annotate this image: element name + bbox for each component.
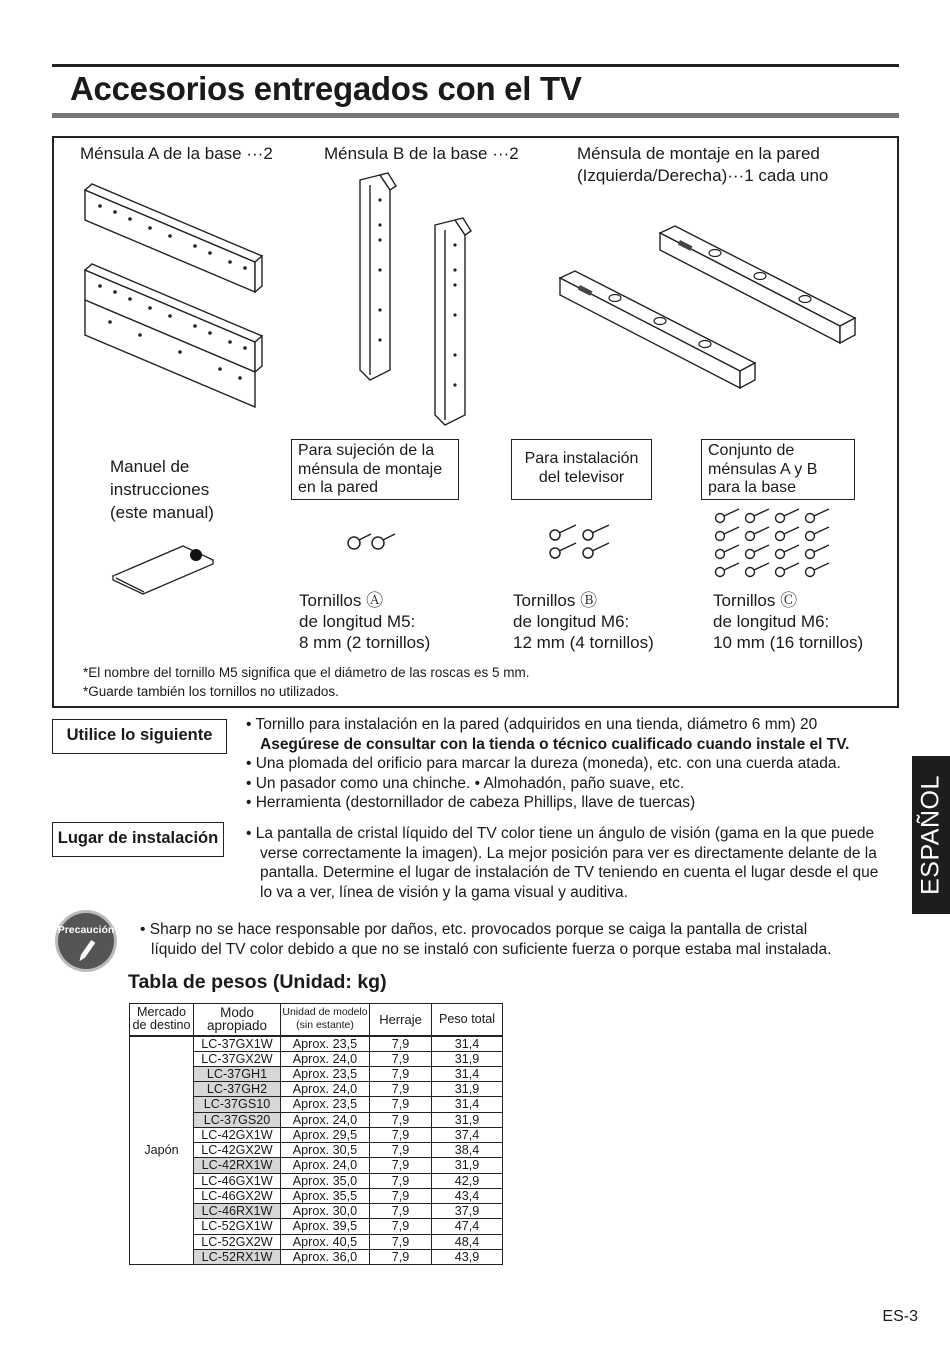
total-cell: 37,4 (432, 1127, 503, 1142)
weights-table-body (130, 1036, 503, 1265)
total-cell: 47,4 (432, 1219, 503, 1234)
col-total: Peso total (432, 1004, 503, 1036)
total-cell: 43,4 (432, 1188, 503, 1203)
total-cell: 31,4 (432, 1036, 503, 1052)
language-tab (912, 756, 950, 914)
bracket-cell: 7,9 (370, 1219, 432, 1234)
unit-cell: Aprox. 24,0 (281, 1112, 370, 1127)
col-bracket: Herraje (370, 1004, 432, 1036)
screw-b-purpose-box (511, 439, 652, 500)
bracket-cell: 7,9 (370, 1112, 432, 1127)
screws-a-label (299, 590, 430, 653)
screw-a-purpose-box (291, 439, 459, 500)
col-model-l2: apropiado (206, 1018, 268, 1034)
page-number: ES-3 (882, 1308, 918, 1325)
use-following-warning: Asegúrese de consultar con la tienda o técnico cualificado cuando instale el TV. (260, 735, 850, 753)
screw-c-purpose-box (701, 439, 855, 500)
total-cell: 31,4 (432, 1066, 503, 1081)
manual-label-2: instrucciones (110, 480, 210, 499)
model-cell: LC-46GX2W (194, 1188, 281, 1203)
bracket-b-label: Ménsula B de la base ···2 (324, 144, 519, 163)
manual-label-3: (este manual) (110, 503, 214, 522)
screw-c-purpose-line: Conjunto de (708, 442, 795, 459)
screw-b-purpose-line: Para instalación (524, 450, 639, 467)
bracket-cell: 7,9 (370, 1143, 432, 1158)
model-cell: LC-42RX1W (194, 1158, 281, 1173)
bracket-cell: 7,9 (370, 1036, 432, 1052)
col-model (194, 1004, 281, 1036)
title-rule-bottom (52, 113, 899, 118)
model-cell: LC-37GX2W (194, 1051, 281, 1066)
screw-c-purpose-line: para la base (708, 479, 797, 496)
use-following-item: • Herramienta (destornillador de cabeza Phillips, llave de tuercas) (246, 794, 696, 811)
col-unit-l1: Unidad de modelo (282, 1006, 368, 1019)
bracket-a-illustration (80, 182, 265, 417)
screws-a-line: Tornillos Ⓐ (299, 591, 384, 610)
weights-title: Tabla de pesos (Unidad: kg) (128, 971, 387, 993)
caution-text (140, 920, 831, 959)
model-cell: LC-52GX1W (194, 1219, 281, 1234)
unit-cell: Aprox. 30,5 (281, 1143, 370, 1158)
model-cell: LC-42GX1W (194, 1127, 281, 1142)
weights-table (129, 1003, 503, 1265)
unit-cell: Aprox. 36,0 (281, 1249, 370, 1264)
col-market-l2: de destino (132, 1018, 191, 1033)
use-following-list (246, 715, 849, 813)
model-cell: LC-46GX1W (194, 1173, 281, 1188)
screws-c-illustration (712, 504, 842, 580)
bracket-cell: 7,9 (370, 1051, 432, 1066)
bracket-b-illustration (340, 170, 475, 430)
screws-c-line: de longitud M6: (713, 612, 830, 631)
total-cell: 31,4 (432, 1097, 503, 1112)
screw-c-purpose-line: ménsulas A y B (708, 460, 818, 478)
use-following-heading: Utilice lo siguiente (52, 719, 227, 754)
install-place-line: verse correctamente la imagen). La mejor posición para ver es directamente delante de la (260, 844, 877, 862)
screw-b-purpose-line: del televisor (538, 468, 625, 486)
bracket-cell: 7,9 (370, 1234, 432, 1249)
install-place-line: • La pantalla de cristal líquido del TV color tiene un ángulo de visión (gama en la que puede (246, 825, 875, 842)
screws-c-line: 10 mm (16 tornillos) (713, 633, 864, 652)
caution-badge-label: Precaución (57, 924, 115, 936)
screw-a-purpose-line: en la pared (298, 479, 379, 496)
table-row (130, 1036, 503, 1052)
model-cell: LC-37GS10 (194, 1097, 281, 1112)
bracket-cell: 7,9 (370, 1249, 432, 1264)
wall-bracket-illustration (555, 218, 865, 393)
unit-cell: Aprox. 24,0 (281, 1082, 370, 1097)
screws-c-label (713, 590, 863, 653)
unit-cell: Aprox. 23,5 (281, 1066, 370, 1081)
screws-b-line: 12 mm (4 tornillos) (513, 633, 654, 652)
model-cell: LC-52RX1W (194, 1249, 281, 1264)
bracket-cell: 7,9 (370, 1066, 432, 1081)
screws-b-label (513, 590, 654, 653)
use-following-item: • Tornillo para instalación en la pared (adquiridos en una tienda, diámetro 6 mm) 20 (246, 716, 818, 733)
total-cell: 31,9 (432, 1051, 503, 1066)
install-place-heading: Lugar de instalación (52, 822, 224, 857)
total-cell: 38,4 (432, 1143, 503, 1158)
unit-cell: Aprox. 23,5 (281, 1036, 370, 1052)
bracket-a-label: Ménsula A de la base ···2 (80, 144, 273, 163)
model-cell: LC-37GS20 (194, 1112, 281, 1127)
total-cell: 37,9 (432, 1204, 503, 1219)
install-place-text (246, 824, 878, 902)
unit-cell: Aprox. 29,5 (281, 1127, 370, 1142)
col-model-l1: Modo (220, 1005, 254, 1021)
unit-cell: Aprox. 23,5 (281, 1097, 370, 1112)
model-cell: LC-37GH2 (194, 1082, 281, 1097)
screw-a-purpose-line: Para sujeción de la (298, 442, 435, 459)
unit-cell: Aprox. 35,5 (281, 1188, 370, 1203)
screws-c-line: Tornillos Ⓒ (713, 591, 798, 610)
screws-b-line: de longitud M6: (513, 612, 630, 631)
screws-a-line: de longitud M5: (299, 612, 416, 631)
screws-b-illustration (546, 521, 616, 561)
title-rule-top (52, 64, 899, 67)
total-cell: 42,9 (432, 1173, 503, 1188)
model-cell: LC-46RX1W (194, 1204, 281, 1219)
col-market-l1: Mercado (137, 1005, 186, 1020)
footnote-keep-screws: *Guarde también los tornillos no utilizados. (83, 684, 339, 699)
total-cell: 43,9 (432, 1249, 503, 1264)
use-following-item: • Un pasador como una chinche. • Almohadón, paño suave, etc. (246, 774, 685, 792)
bracket-cell: 7,9 (370, 1082, 432, 1097)
caution-badge (51, 909, 121, 973)
unit-cell: Aprox. 40,5 (281, 1234, 370, 1249)
col-unit-l2: (sin estante) (296, 1019, 354, 1032)
col-unit (281, 1004, 370, 1036)
total-cell: 31,9 (432, 1112, 503, 1127)
screws-a-illustration (345, 526, 400, 552)
bracket-cell: 7,9 (370, 1188, 432, 1203)
col-market (130, 1004, 194, 1036)
install-place-line: lo va a ver, línea de visión y la gama visual y auditiva. (260, 883, 628, 901)
market-cell: Japón (130, 1036, 194, 1265)
bracket-cell: 7,9 (370, 1204, 432, 1219)
unit-cell: Aprox. 30,0 (281, 1204, 370, 1219)
screws-b-line: Tornillos Ⓑ (513, 591, 598, 610)
model-cell: LC-37GX1W (194, 1036, 281, 1052)
wall-bracket-label-1: Ménsula de montaje en la pared (577, 144, 820, 163)
bracket-cell: 7,9 (370, 1127, 432, 1142)
caution-line: • Sharp no se hace responsable por daños, etc. provocados porque se caiga la pantalla de cristal (140, 921, 808, 938)
caution-pencil-icon (51, 909, 121, 973)
unit-cell: Aprox. 24,0 (281, 1158, 370, 1173)
language-tab-label: ESPAÑOL (916, 775, 945, 895)
bracket-cell: 7,9 (370, 1173, 432, 1188)
caution-line: líquido del TV color debido a que no se instaló con suficiente fuerza o porque estaba mal instalada. (151, 940, 832, 958)
bracket-cell: 7,9 (370, 1158, 432, 1173)
manual-illustration (108, 538, 218, 598)
unit-cell: Aprox. 35,0 (281, 1173, 370, 1188)
weights-header-row (130, 1004, 503, 1036)
model-cell: LC-37GH1 (194, 1066, 281, 1081)
page-title: Accesorios entregados con el TV (70, 70, 582, 107)
use-following-item: • Una plomada del orificio para marcar la dureza (moneda), etc. con una cuerda atada. (246, 755, 841, 772)
model-cell: LC-52GX2W (194, 1234, 281, 1249)
footnote-m5: *El nombre del tornillo M5 significa que el diámetro de las roscas es 5 mm. (83, 665, 530, 680)
unit-cell: Aprox. 24,0 (281, 1051, 370, 1066)
manual-label-1: Manuel de (110, 457, 190, 476)
model-cell: LC-42GX2W (194, 1143, 281, 1158)
total-cell: 48,4 (432, 1234, 503, 1249)
total-cell: 31,9 (432, 1158, 503, 1173)
unit-cell: Aprox. 39,5 (281, 1219, 370, 1234)
screw-a-purpose-line: ménsula de montaje (298, 460, 443, 478)
screws-a-line: 8 mm (2 tornillos) (299, 633, 431, 652)
install-place-line: pantalla. Determine el lugar de instalación de TV teniendo en cuenta el lugar desde el que (260, 864, 879, 881)
bracket-cell: 7,9 (370, 1097, 432, 1112)
wall-bracket-label-2: (Izquierda/Derecha)···1 cada uno (577, 166, 829, 185)
total-cell: 31,9 (432, 1082, 503, 1097)
